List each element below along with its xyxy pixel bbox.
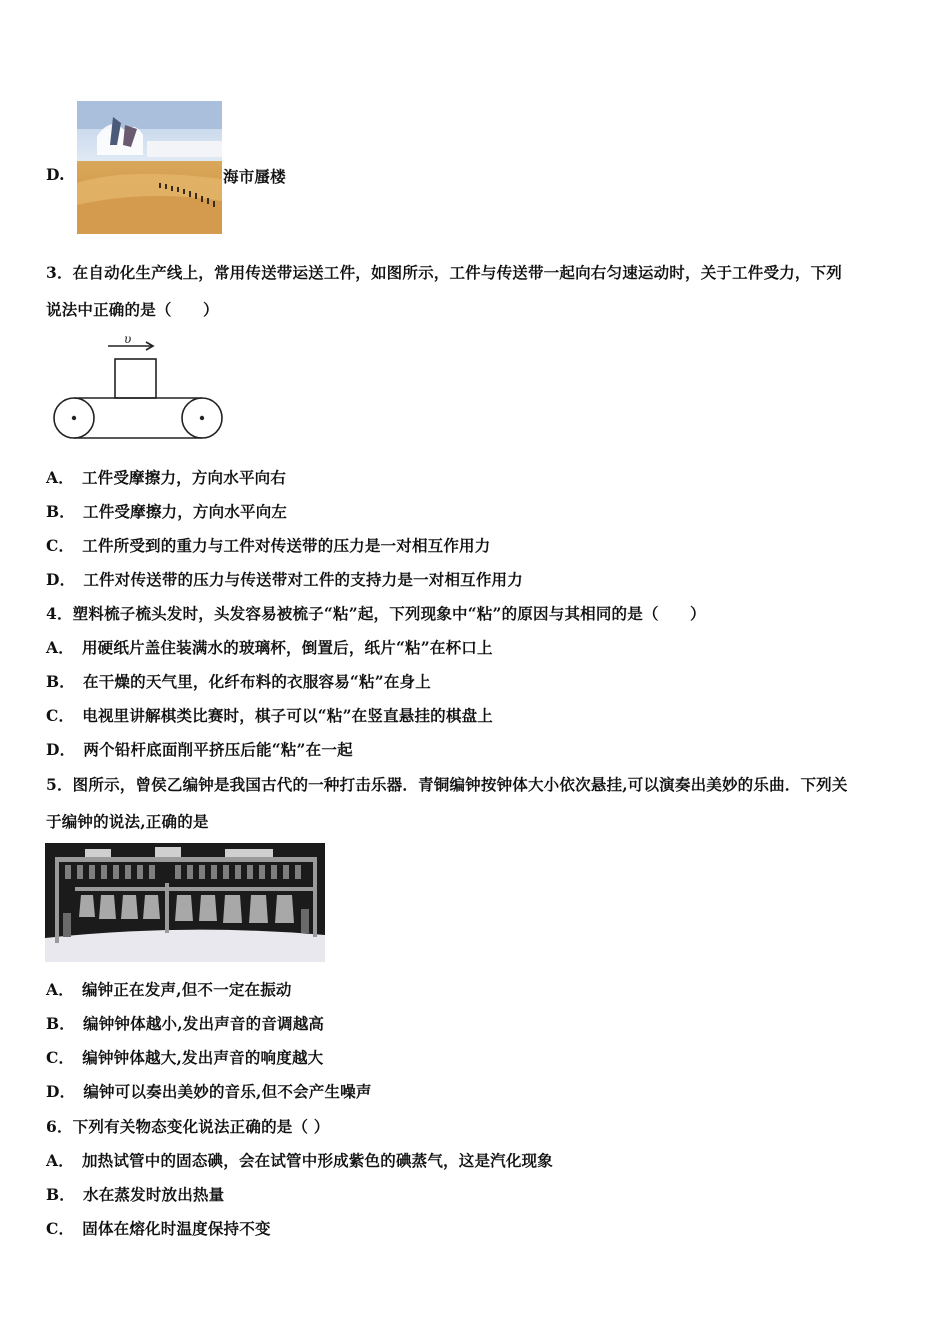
conveyor-belt-diagram: [48, 334, 226, 444]
q4-stem: 4．塑料梳子梳头发时，头发容易被梳子“粘”起，下列现象中“粘”的原因与其相同的是（ ）: [46, 604, 706, 623]
mirage-image: [77, 101, 222, 234]
q4-option-c: C． 电视里讲解棋类比赛时，棋子可以“粘”在竖直悬挂的棋盘上: [46, 706, 493, 725]
q3-stem-line1: 3．在自动化生产线上，常用传送带运送工件，如图所示，工件与传送带一起向右匀速运动时，关于工件受力，下列: [46, 263, 842, 282]
q5-option-b: B． 编钟钟体越小,发出声音的音调越高: [46, 1014, 325, 1033]
q3-option-c: C． 工件所受到的重力与工件对传送带的压力是一对相互作用力: [46, 536, 491, 555]
q4-option-a: A． 用硬纸片盖住装满水的玻璃杯，倒置后，纸片“粘”在杯口上: [46, 638, 493, 657]
q2-option-d-text: 海市蜃楼: [223, 167, 286, 186]
q4-option-b: B． 在干燥的天气里，化纤布料的衣服容易“粘”在身上: [46, 672, 431, 691]
q5-stem-line2: 于编钟的说法,正确的是: [46, 812, 209, 831]
q3-stem-line2: 说法中正确的是（ ）: [46, 300, 219, 319]
q6-stem: 6．下列有关物态变化说法正确的是（ ）: [46, 1117, 330, 1136]
workpiece-box: [115, 359, 156, 398]
q5-stem-line1: 5．图所示，曾侯乙编钟是我国古代的一种打击乐器．青铜编钟按钟体大小依次悬挂,可以演奏出美妙的乐曲．下列关: [46, 775, 848, 794]
q5-option-d: D． 编钟可以奏出美妙的音乐,但不会产生噪声: [46, 1082, 372, 1101]
q6-option-c: C． 固体在熔化时温度保持不变: [46, 1219, 271, 1238]
q2-option-d-label: D.: [46, 165, 65, 184]
q6-option-b: B． 水在蒸发时放出热量: [46, 1185, 225, 1204]
q3-option-d: D． 工件对传送带的压力与传送带对工件的支持力是一对相互作用力: [46, 570, 523, 589]
q5-option-c: C． 编钟钟体越大,发出声音的响度越大: [46, 1048, 324, 1067]
velocity-label: υ: [124, 334, 132, 346]
q6-option-a: A． 加热试管中的固态碘，会在试管中形成紫色的碘蒸气，这是汽化现象: [46, 1151, 553, 1170]
bianzhong-bells-image: [45, 843, 325, 962]
q3-option-b: B． 工件受摩擦力，方向水平向左: [46, 502, 288, 521]
q4-option-d: D． 两个铅杆底面削平挤压后能“粘”在一起: [46, 740, 353, 759]
q3-option-a: A． 工件受摩擦力，方向水平向右: [46, 468, 287, 487]
q5-option-a: A． 编钟正在发声,但不一定在振动: [46, 980, 292, 999]
